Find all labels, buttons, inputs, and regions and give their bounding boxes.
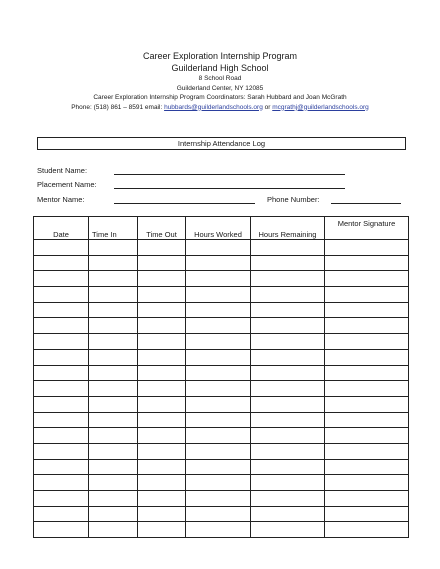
cell-hours-remaining[interactable]: [251, 349, 325, 365]
cell-hours-remaining[interactable]: [251, 240, 325, 256]
cell-mentor-signature[interactable]: [325, 365, 409, 381]
cell-hours-worked[interactable]: [186, 396, 251, 412]
cell-time-in[interactable]: [89, 522, 138, 538]
table-body: [34, 240, 409, 538]
cell-hours-remaining[interactable]: [251, 318, 325, 334]
cell-mentor-signature[interactable]: [325, 349, 409, 365]
cell-date[interactable]: [34, 396, 89, 412]
col-mentor-signature: Mentor Signature: [325, 217, 409, 240]
table-row: [34, 491, 409, 507]
table-row: [34, 318, 409, 334]
col-hours-worked: Hours Worked: [186, 217, 251, 240]
table-row: [34, 287, 409, 303]
student-name-line[interactable]: [114, 174, 345, 175]
cell-hours-worked[interactable]: [186, 459, 251, 475]
attendance-table: [33, 216, 409, 538]
cell-time-in[interactable]: [89, 443, 138, 459]
table-row: [34, 240, 409, 256]
cell-date[interactable]: [34, 475, 89, 491]
cell-hours-remaining[interactable]: [251, 475, 325, 491]
table-header-row: [34, 217, 409, 240]
cell-mentor-signature[interactable]: [325, 443, 409, 459]
cell-hours-worked[interactable]: [186, 349, 251, 365]
placement-name-line[interactable]: [114, 188, 345, 189]
cell-mentor-signature[interactable]: [325, 428, 409, 444]
cell-time-out[interactable]: [138, 443, 186, 459]
cell-date[interactable]: [34, 459, 89, 475]
email-link-mcgrath[interactable]: mcgrathj@guilderlandschools.org: [272, 103, 369, 111]
table-row: [34, 475, 409, 491]
cell-mentor-signature[interactable]: [325, 287, 409, 303]
cell-date[interactable]: [34, 271, 89, 287]
cell-time-in[interactable]: [89, 365, 138, 381]
cell-hours-remaining[interactable]: [251, 412, 325, 428]
cell-mentor-signature[interactable]: [325, 412, 409, 428]
cell-date[interactable]: [34, 334, 89, 350]
cell-hours-remaining[interactable]: [251, 522, 325, 538]
cell-time-out[interactable]: [138, 271, 186, 287]
cell-time-in[interactable]: [89, 412, 138, 428]
cell-time-out[interactable]: [138, 365, 186, 381]
cell-hours-worked[interactable]: [186, 412, 251, 428]
table-row: [34, 381, 409, 397]
cell-mentor-signature[interactable]: [325, 522, 409, 538]
cell-time-in[interactable]: [89, 334, 138, 350]
cell-date[interactable]: [34, 491, 89, 507]
cell-time-in[interactable]: [89, 349, 138, 365]
cell-mentor-signature[interactable]: [325, 396, 409, 412]
cell-hours-worked[interactable]: [186, 240, 251, 256]
cell-hours-worked[interactable]: [186, 522, 251, 538]
cell-hours-remaining[interactable]: [251, 255, 325, 271]
cell-time-out[interactable]: [138, 475, 186, 491]
cell-hours-worked[interactable]: [186, 443, 251, 459]
cell-date[interactable]: [34, 428, 89, 444]
cell-time-in[interactable]: [89, 381, 138, 397]
cell-time-in[interactable]: [89, 271, 138, 287]
cell-hours-remaining[interactable]: [251, 396, 325, 412]
table-row: [34, 522, 409, 538]
cell-time-in[interactable]: [89, 396, 138, 412]
cell-hours-remaining[interactable]: [251, 459, 325, 475]
cell-time-in[interactable]: [89, 506, 138, 522]
cell-date[interactable]: [34, 412, 89, 428]
table-row: [34, 302, 409, 318]
cell-date[interactable]: [34, 365, 89, 381]
cell-date[interactable]: [34, 349, 89, 365]
cell-time-out[interactable]: [138, 255, 186, 271]
cell-mentor-signature[interactable]: [325, 318, 409, 334]
cell-time-in[interactable]: [89, 255, 138, 271]
cell-date[interactable]: [34, 443, 89, 459]
cell-time-out[interactable]: [138, 491, 186, 507]
table-row: [34, 412, 409, 428]
cell-hours-worked[interactable]: [186, 287, 251, 303]
cell-mentor-signature[interactable]: [325, 271, 409, 287]
cell-hours-worked[interactable]: [186, 271, 251, 287]
cell-time-out[interactable]: [138, 396, 186, 412]
cell-hours-remaining[interactable]: [251, 443, 325, 459]
table-row: [34, 396, 409, 412]
document-header: [0, 50, 440, 112]
cell-time-out[interactable]: [138, 318, 186, 334]
cell-date[interactable]: [34, 506, 89, 522]
cell-time-out[interactable]: [138, 334, 186, 350]
cell-time-in[interactable]: [89, 491, 138, 507]
cell-time-in[interactable]: [89, 318, 138, 334]
cell-date[interactable]: [34, 240, 89, 256]
cell-date[interactable]: [34, 287, 89, 303]
table-row: [34, 271, 409, 287]
table-row: [34, 255, 409, 271]
col-time-out: Time Out: [138, 217, 186, 240]
cell-hours-worked[interactable]: [186, 491, 251, 507]
cell-hours-remaining[interactable]: [251, 506, 325, 522]
cell-mentor-signature[interactable]: [325, 475, 409, 491]
table-row: [34, 349, 409, 365]
cell-hours-worked[interactable]: [186, 475, 251, 491]
student-name-label: Student Name:: [37, 166, 88, 175]
cell-hours-worked[interactable]: [186, 302, 251, 318]
table-row: [34, 459, 409, 475]
col-date: Date: [34, 217, 89, 240]
cell-hours-remaining[interactable]: [251, 302, 325, 318]
cell-mentor-signature[interactable]: [325, 459, 409, 475]
coordinators-line: Career Exploration Internship Program Coordinators: Sarah Hubbard and Joan McGrath: [93, 94, 347, 101]
email-join-text: or: [262, 103, 273, 111]
cell-time-in[interactable]: [89, 459, 138, 475]
table-row: [34, 443, 409, 459]
cell-date[interactable]: [34, 302, 89, 318]
cell-mentor-signature[interactable]: [325, 255, 409, 271]
email-link-hubbard[interactable]: hubbards@guilderlandschools.org: [164, 103, 263, 111]
table-row: [34, 334, 409, 350]
cell-time-out[interactable]: [138, 412, 186, 428]
cell-time-in[interactable]: [89, 302, 138, 318]
school-name: Guilderland High School: [171, 63, 269, 73]
placement-name-label: Placement Name:: [37, 180, 97, 189]
cell-mentor-signature[interactable]: [325, 240, 409, 256]
cell-hours-worked[interactable]: [186, 381, 251, 397]
cell-mentor-signature[interactable]: [325, 491, 409, 507]
cell-mentor-signature[interactable]: [325, 381, 409, 397]
cell-time-in[interactable]: [89, 240, 138, 256]
cell-time-out[interactable]: [138, 349, 186, 365]
contact-line: [0, 103, 440, 113]
table-row: [34, 506, 409, 522]
phone-number-line[interactable]: [331, 203, 401, 204]
cell-hours-worked[interactable]: [186, 365, 251, 381]
cell-hours-worked[interactable]: [186, 255, 251, 271]
phone-text: Phone: (518) 861 – 8591 email:: [71, 103, 163, 111]
cell-time-out[interactable]: [138, 287, 186, 303]
cell-hours-worked[interactable]: [186, 506, 251, 522]
cell-time-out[interactable]: [138, 381, 186, 397]
cell-hours-worked[interactable]: [186, 428, 251, 444]
phone-number-label: Phone Number:: [267, 195, 320, 204]
cell-hours-remaining[interactable]: [251, 271, 325, 287]
mentor-name-label: Mentor Name:: [37, 195, 85, 204]
cell-hours-worked[interactable]: [186, 318, 251, 334]
cell-hours-remaining[interactable]: [251, 334, 325, 350]
cell-mentor-signature[interactable]: [325, 302, 409, 318]
cell-date[interactable]: [34, 255, 89, 271]
cell-time-in[interactable]: [89, 428, 138, 444]
cell-time-out[interactable]: [138, 459, 186, 475]
cell-hours-remaining[interactable]: [251, 428, 325, 444]
attendance-log-title: Internship Attendance Log: [37, 137, 406, 150]
cell-hours-remaining[interactable]: [251, 287, 325, 303]
cell-time-in[interactable]: [89, 475, 138, 491]
cell-hours-worked[interactable]: [186, 334, 251, 350]
cell-time-out[interactable]: [138, 522, 186, 538]
school-city: Guilderland Center, NY 12085: [176, 84, 264, 92]
cell-time-in[interactable]: [89, 287, 138, 303]
cell-mentor-signature[interactable]: [325, 334, 409, 350]
col-time-in: Time In: [89, 217, 138, 240]
cell-time-out[interactable]: [138, 240, 186, 256]
cell-hours-remaining[interactable]: [251, 491, 325, 507]
mentor-name-line[interactable]: [114, 203, 255, 204]
cell-date[interactable]: [34, 522, 89, 538]
cell-time-out[interactable]: [138, 506, 186, 522]
program-title: Career Exploration Internship Program: [142, 51, 298, 61]
school-street: 8 School Road: [198, 75, 242, 82]
table-row: [34, 365, 409, 381]
cell-time-out[interactable]: [138, 302, 186, 318]
cell-date[interactable]: [34, 318, 89, 334]
table-row: [34, 428, 409, 444]
cell-time-out[interactable]: [138, 428, 186, 444]
cell-date[interactable]: [34, 381, 89, 397]
col-hours-remaining: Hours Remaining: [251, 217, 325, 240]
cell-hours-remaining[interactable]: [251, 365, 325, 381]
cell-mentor-signature[interactable]: [325, 506, 409, 522]
cell-hours-remaining[interactable]: [251, 381, 325, 397]
